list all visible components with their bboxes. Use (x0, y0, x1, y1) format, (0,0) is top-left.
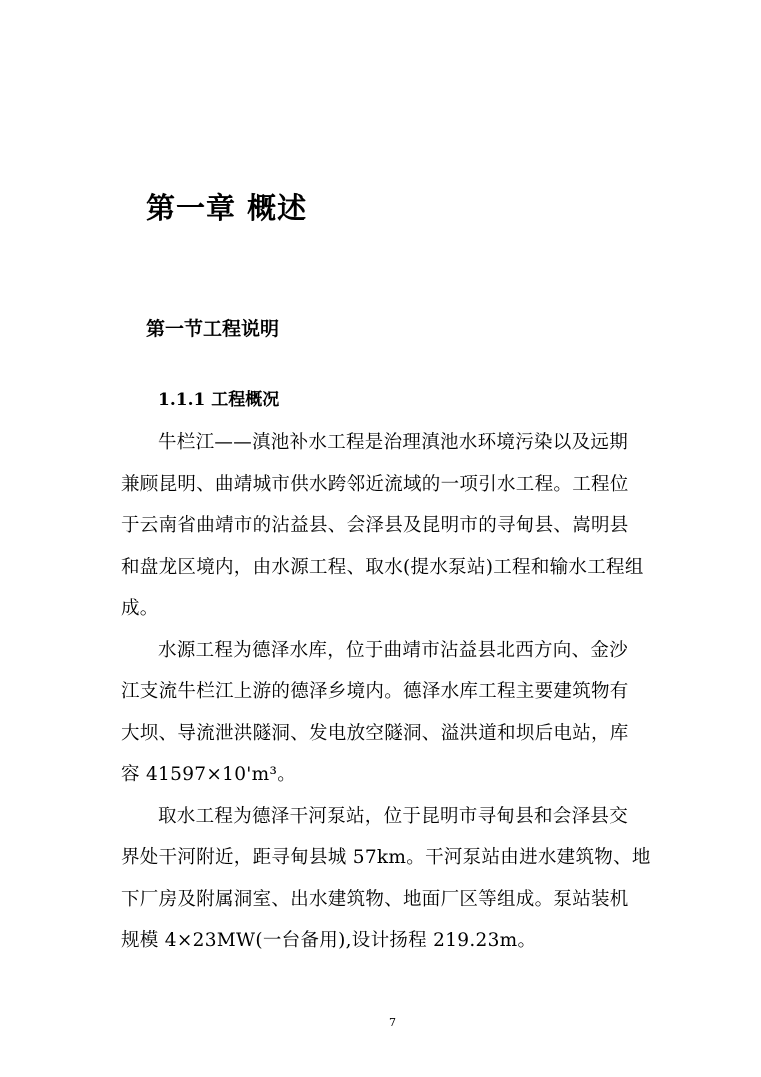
paragraph-line: 于云南省曲靖市的沾益县、会泽县及昆明市的寻甸县、嵩明县 (121, 515, 629, 536)
paragraph-3 (121, 796, 651, 962)
paragraph-line: 成。 (121, 598, 159, 619)
paragraph-line: 界处干河附近，距寻甸县城 57km。干河泵站由进水建筑物、地 (121, 847, 651, 868)
paragraph-line: 大坝、导流泄洪隧洞、发电放空隧洞、溢洪道和坝后电站，库 (121, 722, 629, 744)
paragraph-line: 容 41597×10'm³。 (121, 764, 297, 785)
paragraph-line: 牛栏江——滇池补水工程是治理滇池水环境污染以及远期 (158, 432, 629, 453)
subsection-title: 1.1.1 工程概况 (158, 390, 280, 410)
paragraph-line: 下厂房及附属洞室、出水建筑物、地面厂区等组成。泵站装机 (121, 888, 629, 910)
section-title: 第一节工程说明 (146, 318, 280, 340)
paragraph-line: 兼顾昆明、曲靖城市供水跨邻近流域的一项引水工程。工程位 (121, 473, 629, 495)
page-number: 7 (389, 1016, 396, 1029)
paragraph-line: 取水工程为德泽干河泵站，位于昆明市寻甸县和会泽县交 (158, 805, 629, 827)
paragraph-2 (121, 630, 641, 796)
paragraph-line: 规模 4×23MW(一台备用),设计扬程 219.23m。 (121, 930, 537, 951)
paragraph-1 (121, 422, 644, 630)
paragraph-line: 江支流牛栏江上游的德泽乡境内。德泽水库工程主要建筑物有 (121, 681, 629, 702)
paragraph-line: 和盘龙区境内，由水源工程、取水(提水泵站)工程和输水工程组 (121, 556, 644, 578)
paragraph-line: 水源工程为德泽水库，位于曲靖市沾益县北西方向、金沙 (158, 639, 629, 661)
body-text (121, 422, 651, 962)
chapter-title: 第一章 概述 (146, 191, 308, 225)
